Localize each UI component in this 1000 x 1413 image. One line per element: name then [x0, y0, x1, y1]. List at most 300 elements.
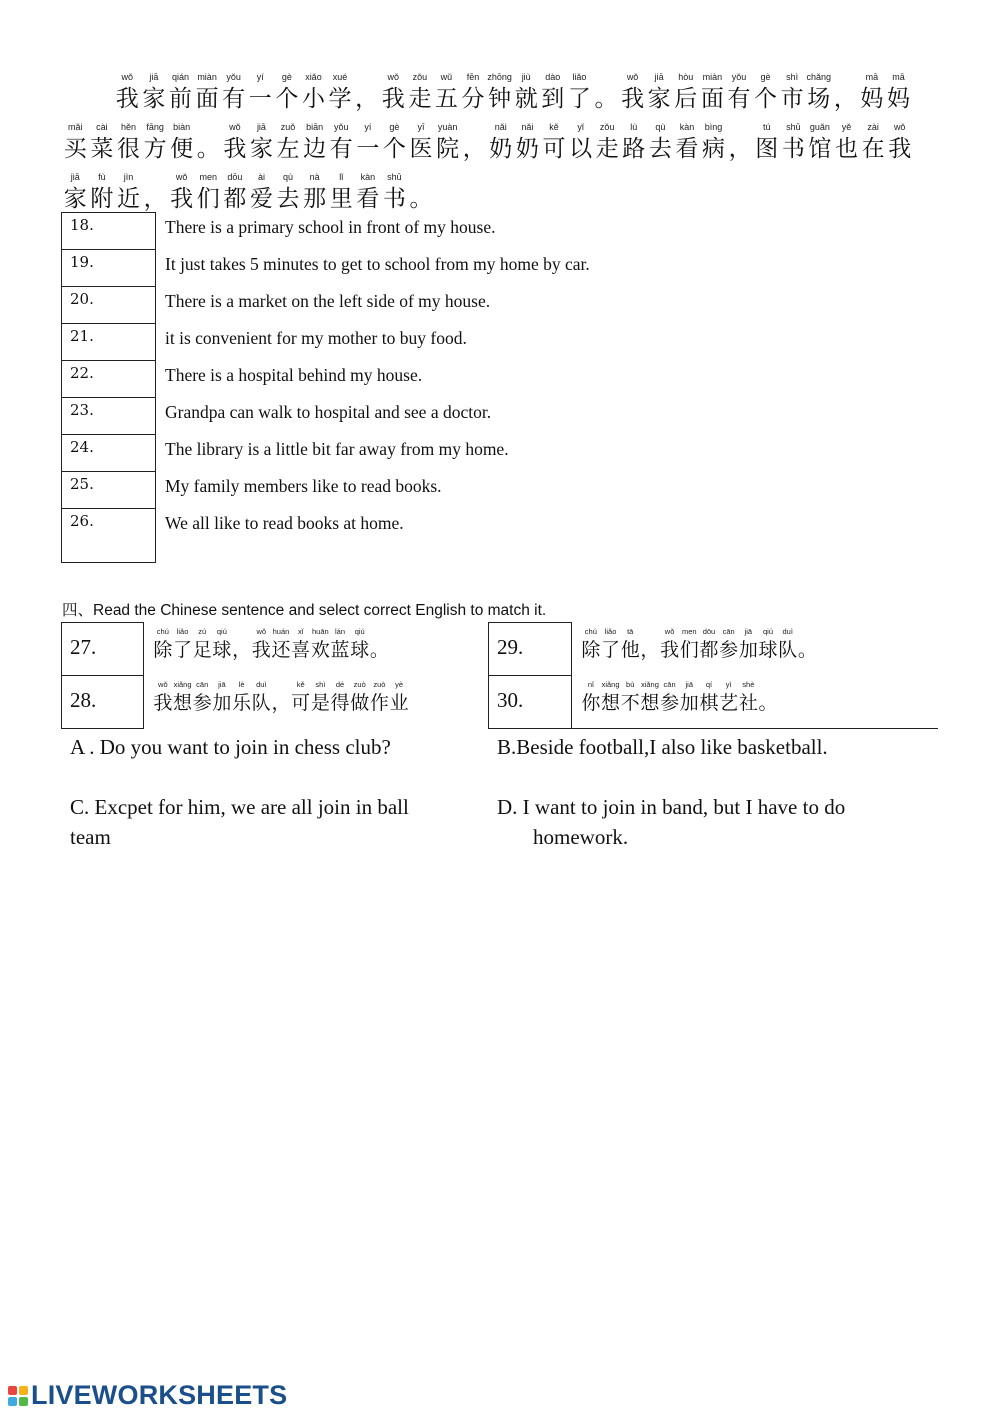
pinyin: gè — [389, 122, 400, 132]
statement-answer-box[interactable]: 25. — [62, 472, 156, 509]
pinyin-character — [807, 121, 834, 164]
pinyin: zú — [198, 627, 207, 636]
hanzi: 路 — [622, 136, 646, 162]
pinyin: jiā — [685, 680, 694, 689]
punctuation — [195, 121, 222, 164]
pinyin-character — [752, 71, 779, 114]
pinyin-character — [513, 71, 540, 114]
pinyin: fēn — [466, 72, 480, 82]
pinyin: hěn — [120, 122, 136, 132]
pinyin: dào — [545, 72, 561, 82]
punctuation — [353, 71, 380, 114]
pinyin-character — [222, 171, 249, 214]
pinyin: biān — [306, 122, 324, 132]
hanzi: 在 — [861, 136, 885, 162]
pinyin: wǒ — [256, 627, 267, 636]
hanzi: 。 — [409, 186, 433, 212]
hanzi: 左 — [276, 136, 300, 162]
pinyin: guǎn — [809, 122, 830, 132]
pinyin-character — [350, 679, 370, 716]
punctuation — [232, 626, 252, 663]
pinyin: shū — [786, 122, 801, 132]
pinyin: qián — [171, 72, 189, 82]
pinyin-character — [271, 626, 291, 663]
hanzi: 想 — [173, 692, 193, 714]
pinyin-character — [567, 121, 594, 164]
pinyin-character — [370, 679, 390, 716]
pinyin-character — [726, 71, 753, 114]
pinyin: shì — [315, 680, 326, 689]
pinyin: yī — [417, 122, 425, 132]
pinyin: huān — [312, 627, 329, 636]
hanzi: 奶 — [515, 136, 539, 162]
pinyin: wǒ — [229, 122, 241, 132]
hanzi: 小 — [301, 86, 325, 112]
hanzi: 便 — [170, 136, 194, 162]
hanzi: 家 — [63, 186, 87, 212]
answer-box-27[interactable] — [61, 622, 144, 676]
hanzi: 队 — [251, 692, 271, 714]
pinyin-character — [679, 626, 699, 663]
pinyin: jiā — [70, 172, 80, 182]
pinyin: cài — [96, 122, 108, 132]
hanzi: 了 — [601, 639, 621, 661]
pinyin: jiā — [744, 627, 753, 636]
pinyin: dōu — [227, 172, 243, 182]
hanzi: 队 — [778, 639, 798, 661]
pinyin: dé — [335, 680, 345, 689]
pinyin: bù — [626, 680, 635, 689]
table-bottom-rule — [572, 728, 938, 729]
punctuation — [461, 121, 488, 164]
pinyin-character — [672, 71, 699, 114]
pinyin-character — [192, 626, 212, 663]
hanzi: 还 — [271, 639, 291, 661]
pinyin: yí — [364, 122, 372, 132]
hanzi: 个 — [754, 86, 778, 112]
pinyin: chǎng — [806, 72, 831, 82]
pinyin-character — [408, 121, 435, 164]
punctuation — [271, 679, 291, 716]
pinyin-character — [232, 679, 252, 716]
punctuation — [640, 626, 660, 663]
hanzi: 家 — [647, 86, 671, 112]
hanzi: 参 — [719, 639, 739, 661]
statement-text: My family members like to read books. — [165, 475, 442, 496]
hanzi: 妈 — [860, 86, 884, 112]
chinese-sentence-30 — [581, 679, 778, 716]
pinyin: wǒ — [175, 172, 188, 182]
option-d-line-1: D. I want to join in band, but I have to do — [497, 795, 846, 819]
pinyin: qí — [705, 680, 713, 689]
pinyin: zhōng — [487, 72, 512, 82]
pinyin-character — [674, 121, 701, 164]
pinyin: jìn — [123, 172, 134, 182]
logo-square — [8, 1397, 17, 1406]
pinyin: cān — [663, 680, 676, 689]
statement-text: We all like to read books at home. — [165, 512, 404, 533]
pinyin-character — [212, 679, 232, 716]
pinyin-character — [886, 121, 913, 164]
chinese-sentence-28 — [153, 679, 409, 716]
hanzi: 院 — [436, 136, 460, 162]
passage-line — [62, 164, 932, 214]
hanzi: 爱 — [249, 186, 273, 212]
option-b: B.Beside football,I also like basketball. — [497, 735, 828, 759]
pinyin: yè — [395, 680, 404, 689]
hanzi: 了 — [567, 86, 591, 112]
pinyin: mā — [865, 72, 879, 82]
pinyin-character — [620, 626, 640, 663]
hanzi: 。 — [758, 692, 778, 714]
pinyin-character — [222, 121, 249, 164]
pinyin: yuàn — [437, 122, 458, 132]
logo-square — [19, 1397, 28, 1406]
hanzi: 棋 — [699, 692, 719, 714]
pinyin: wǒ — [664, 627, 675, 636]
hanzi: 除 — [153, 639, 173, 661]
pinyin-character — [194, 71, 221, 114]
hanzi: 。 — [797, 639, 817, 661]
pinyin-character — [581, 679, 601, 716]
hanzi: 加 — [738, 639, 758, 661]
hanzi: 作 — [369, 692, 389, 714]
hanzi: 们 — [196, 186, 220, 212]
pinyin-character — [620, 679, 640, 716]
pinyin: fù — [98, 172, 106, 182]
pinyin-character — [679, 679, 699, 716]
hanzi: 不 — [620, 692, 640, 714]
punctuation — [370, 626, 390, 663]
hanzi: ， — [728, 136, 752, 162]
pinyin: lǐ — [339, 172, 344, 182]
hanzi: ， — [833, 86, 857, 112]
hanzi: 近 — [116, 186, 140, 212]
hanzi: 喜 — [291, 639, 311, 661]
pinyin-character — [739, 626, 759, 663]
hanzi: 个 — [275, 86, 299, 112]
pinyin-character — [275, 171, 302, 214]
hanzi: 我 — [621, 86, 645, 112]
pinyin-character — [407, 71, 434, 114]
hanzi: 想 — [601, 692, 621, 714]
pinyin-character — [212, 626, 232, 663]
pinyin: wǒ — [893, 122, 906, 132]
hanzi: 去 — [648, 136, 672, 162]
pinyin: wǒ — [626, 72, 639, 82]
hanzi: 家 — [142, 86, 166, 112]
hanzi: 欢 — [310, 639, 330, 661]
pinyin: jiā — [149, 72, 159, 82]
pinyin: chú — [584, 627, 597, 636]
hanzi: 参 — [192, 692, 212, 714]
hanzi: 他 — [620, 639, 640, 661]
pinyin: lè — [238, 680, 245, 689]
hanzi: 可 — [291, 692, 311, 714]
pinyin-character — [514, 121, 541, 164]
hanzi: 图 — [755, 136, 779, 162]
pinyin-character — [247, 71, 274, 114]
hanzi: 加 — [679, 692, 699, 714]
pinyin-character — [699, 71, 726, 114]
hanzi: 我 — [381, 86, 405, 112]
pinyin-character — [433, 71, 460, 114]
hanzi: 学 — [328, 86, 352, 112]
statement-answer-box[interactable]: 18. — [62, 213, 156, 250]
pinyin-character — [167, 71, 194, 114]
pinyin: tā — [627, 627, 634, 636]
hanzi: 我 — [153, 692, 173, 714]
pinyin-character — [291, 679, 311, 716]
pinyin: ài — [257, 172, 265, 182]
pinyin: kàn — [360, 172, 376, 182]
pinyin-character — [719, 626, 739, 663]
hanzi: ， — [640, 639, 660, 661]
pinyin-character — [700, 121, 727, 164]
statement-answer-box[interactable]: 22. — [62, 361, 156, 398]
pinyin-character — [753, 121, 780, 164]
pinyin-character — [488, 121, 515, 164]
hanzi: 想 — [640, 692, 660, 714]
statement-answer-box[interactable]: 24. — [62, 435, 156, 472]
pinyin: yǒu — [731, 72, 747, 82]
pinyin-character — [566, 71, 593, 114]
pinyin-character — [115, 171, 142, 214]
hanzi: 到 — [541, 86, 565, 112]
hanzi: 病 — [702, 136, 726, 162]
pinyin-character — [460, 71, 487, 114]
statement-row — [62, 361, 861, 398]
pinyin: shè — [742, 680, 755, 689]
statement-row — [62, 250, 861, 287]
answer-box-29[interactable] — [488, 622, 572, 676]
hanzi: 得 — [330, 692, 350, 714]
statement-text: There is a market on the left side of my house. — [165, 290, 491, 311]
hanzi: 一 — [356, 136, 380, 162]
hanzi: 社 — [738, 692, 758, 714]
statement-row — [62, 472, 861, 509]
statement-row — [62, 287, 861, 324]
hanzi: ， — [232, 639, 252, 661]
hanzi: 去 — [276, 186, 300, 212]
question-number: 30. — [497, 688, 524, 712]
pinyin: nà — [309, 172, 320, 182]
statement-answer-box[interactable]: 26. — [62, 509, 156, 563]
pinyin-character — [885, 71, 912, 114]
statement-answer-box[interactable]: 20. — [62, 287, 156, 324]
question-number: 29. — [497, 635, 524, 659]
hanzi: 分 — [461, 86, 485, 112]
pinyin: kě — [549, 122, 559, 132]
hanzi: 球 — [212, 639, 232, 661]
pinyin: jiā — [218, 680, 226, 689]
hanzi: 你 — [581, 692, 601, 714]
logo-text: LIVEWORKSHEETS — [31, 1380, 288, 1410]
statement-row — [62, 435, 861, 472]
pinyin-character — [779, 71, 806, 114]
liveworksheets-logo — [8, 1380, 287, 1411]
pinyin: xiǎo — [305, 72, 322, 82]
hanzi: 都 — [223, 186, 247, 212]
pinyin: tú — [762, 122, 771, 132]
pinyin-character — [640, 679, 660, 716]
pinyin: gè — [760, 72, 771, 82]
hanzi: 五 — [434, 86, 458, 112]
pinyin: xiǎng — [601, 680, 620, 689]
pinyin: qù — [655, 122, 666, 132]
reading-passage — [62, 64, 932, 214]
hanzi: 。 — [196, 136, 220, 162]
question-number: 28. — [70, 688, 97, 712]
statement-row — [62, 213, 861, 250]
hanzi: 我 — [660, 639, 680, 661]
pinyin: lù — [630, 122, 638, 132]
statement-text: Grandpa can walk to hospital and see a doctor. — [165, 401, 492, 422]
pinyin: jiù — [521, 72, 531, 82]
pinyin-character — [89, 171, 116, 214]
answer-box-28[interactable] — [61, 675, 144, 729]
pinyin-character — [248, 121, 275, 164]
section-4-heading: 四、Read the Chinese sentence and select correct English to match it. — [62, 602, 547, 619]
pinyin: hòu — [678, 72, 694, 82]
statement-answer-box[interactable]: 19. — [62, 250, 156, 287]
hanzi: 乐 — [232, 692, 252, 714]
option-d-line-2: homework. — [533, 825, 629, 849]
pinyin-character — [330, 626, 350, 663]
pinyin: wǒ — [387, 72, 399, 82]
hanzi: 里 — [329, 186, 353, 212]
hanzi: 很 — [116, 136, 140, 162]
pinyin-character — [192, 679, 212, 716]
hanzi: 走 — [408, 86, 432, 112]
hanzi: 前 — [168, 86, 192, 112]
pinyin-character — [89, 121, 116, 164]
pinyin-character — [381, 171, 408, 214]
logo-square — [19, 1386, 28, 1395]
pinyin: men — [681, 627, 697, 636]
hanzi: 也 — [835, 136, 859, 162]
pinyin: xiǎng — [173, 680, 192, 689]
pinyin-character — [699, 679, 719, 716]
punctuation — [408, 171, 435, 214]
hanzi: 们 — [679, 639, 699, 661]
pinyin-character — [778, 626, 798, 663]
pinyin-character — [541, 121, 568, 164]
pinyin-character — [311, 679, 331, 716]
hanzi: 家 — [249, 136, 273, 162]
pinyin: xǐ — [297, 627, 304, 636]
pinyin-character — [173, 679, 193, 716]
pinyin: duì — [782, 627, 793, 636]
pinyin: zuò — [373, 680, 386, 689]
pinyin-character — [758, 626, 778, 663]
hanzi: 一 — [248, 86, 272, 112]
pinyin-character — [601, 626, 621, 663]
pinyin-character — [248, 171, 275, 214]
pinyin-character — [251, 626, 271, 663]
hanzi: 钟 — [488, 86, 512, 112]
pinyin-character — [330, 679, 350, 716]
statement-answer-box[interactable]: 21. — [62, 324, 156, 361]
punctuation — [593, 71, 620, 114]
hanzi: 足 — [192, 639, 212, 661]
logo-square — [8, 1386, 17, 1395]
pinyin: yǒu — [226, 72, 241, 82]
hanzi: 可 — [542, 136, 566, 162]
statement-text: There is a hospital behind my house. — [165, 364, 423, 385]
pinyin-character — [142, 121, 169, 164]
hanzi: 业 — [389, 692, 409, 714]
pinyin-character — [780, 121, 807, 164]
pinyin-character — [620, 121, 647, 164]
option-c-line-1: C. Excpet for him, we are all join in ball — [70, 795, 409, 819]
statement-row — [62, 398, 861, 435]
pinyin: dōu — [702, 627, 716, 636]
hanzi: 医 — [409, 136, 433, 162]
statement-row — [62, 509, 861, 563]
pinyin-character — [153, 626, 173, 663]
hanzi: 妈 — [887, 86, 911, 112]
pinyin-character — [719, 679, 739, 716]
pinyin-character — [328, 171, 355, 214]
pinyin-character — [350, 626, 370, 663]
pinyin: yǐ — [577, 122, 584, 132]
pinyin: mā — [892, 72, 905, 82]
hanzi: ， — [271, 692, 291, 714]
pinyin-character — [646, 71, 673, 114]
pinyin: men — [199, 172, 218, 182]
pinyin-character — [699, 626, 719, 663]
pinyin: yǒu — [333, 122, 349, 132]
pinyin-character — [389, 679, 409, 716]
pinyin: yì — [725, 680, 732, 689]
pinyin: zǒu — [412, 72, 428, 82]
hanzi: 有 — [222, 86, 246, 112]
pinyin-character — [251, 679, 271, 716]
chinese-sentence-27 — [153, 626, 389, 663]
pinyin: shū — [387, 172, 402, 182]
pinyin-character — [355, 171, 382, 214]
pinyin: liǎo — [572, 72, 587, 82]
pinyin-character — [594, 121, 621, 164]
pinyin: jiā — [256, 122, 266, 132]
pinyin-character — [647, 121, 674, 164]
pinyin-character — [168, 121, 195, 164]
hanzi: 面 — [195, 86, 219, 112]
pinyin: zuò — [353, 680, 366, 689]
pinyin-character — [739, 679, 759, 716]
answer-box-30[interactable] — [488, 675, 572, 729]
pinyin-character — [141, 71, 168, 114]
pinyin: mǎi — [68, 122, 83, 132]
pinyin-character — [833, 121, 860, 164]
pinyin-character — [173, 626, 193, 663]
hanzi: 后 — [674, 86, 698, 112]
pinyin: bìng — [704, 122, 723, 132]
hanzi: 是 — [310, 692, 330, 714]
hanzi: 参 — [660, 692, 680, 714]
pinyin: wǒ — [121, 72, 134, 82]
hanzi: 有 — [329, 136, 353, 162]
statement-row — [62, 324, 861, 361]
hanzi: 球 — [758, 639, 778, 661]
statement-answer-box[interactable]: 23. — [62, 398, 156, 435]
hanzi: 那 — [303, 186, 327, 212]
pinyin: qiú — [763, 627, 774, 636]
pinyin: xué — [332, 72, 348, 82]
pinyin-character — [540, 71, 567, 114]
pinyin-character — [291, 626, 311, 663]
